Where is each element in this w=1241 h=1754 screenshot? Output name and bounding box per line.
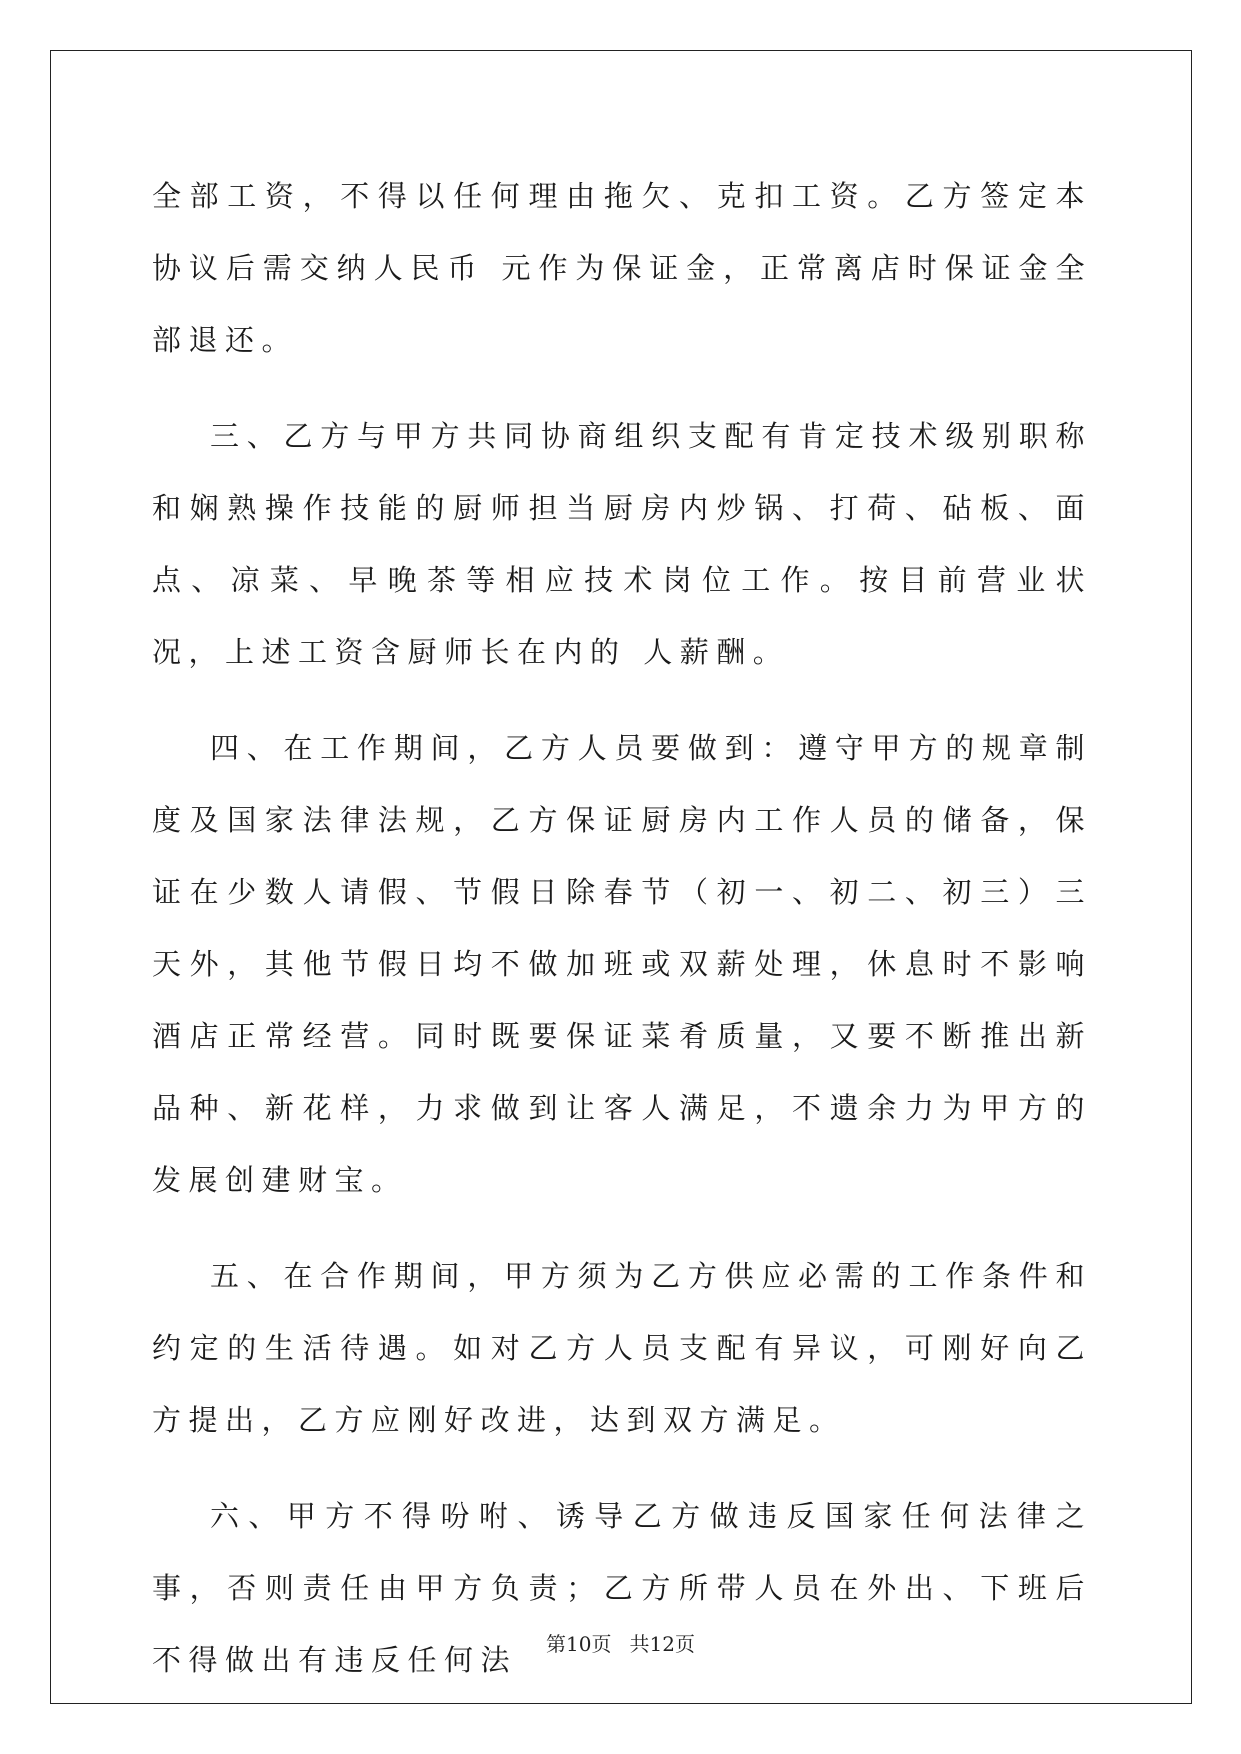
paragraph-6: 六、甲方不得吩咐、诱导乙方做违反国家任何法律之事，否则责任由甲方负责；乙方所带人员在外出、下班后不得做出有违反任何法 [152, 1499, 1092, 1677]
page-total: 共12页 [629, 1632, 695, 1656]
paragraph-5: 五、在合作期间，甲方须为乙方供应必需的工作条件和约定的生活待遇。如对乙方人员支配有异议，可刚好向乙方提出，乙方应刚好改进，达到双方满足。 [152, 1259, 1092, 1437]
paragraph-1: 全部工资，不得以任何理由拖欠、克扣工资。乙方签定本协议后需交纳人民币 元作为保证金，正常离店时保证金全部退还。 [152, 179, 1092, 357]
page-number: 第10页 [546, 1632, 612, 1656]
page-footer [0, 1628, 1241, 1657]
paragraph-4: 四、在工作期间，乙方人员要做到：遵守甲方的规章制度及国家法律法规，乙方保证厨房内工作人员的储备，保证在少数人请假、节假日除春节（初一、初二、初三）三天外，其他节假日均不做加班或双薪处理，休息时不影响酒店正常经营。同时既要保证菜肴质量，又要不断推出新品种、新花样，力求做到让客人满足，不遗余力为甲方的发展创建财宝。 [152, 731, 1092, 1197]
document-body [152, 160, 1092, 1720]
paragraph-3: 三、乙方与甲方共同协商组织支配有肯定技术级别职称和娴熟操作技能的厨师担当厨房内炒锅、打荷、砧板、面点、凉菜、早晚茶等相应技术岗位工作。按目前营业状况，上述工资含厨师长在内的 人薪酬。 [152, 419, 1092, 669]
